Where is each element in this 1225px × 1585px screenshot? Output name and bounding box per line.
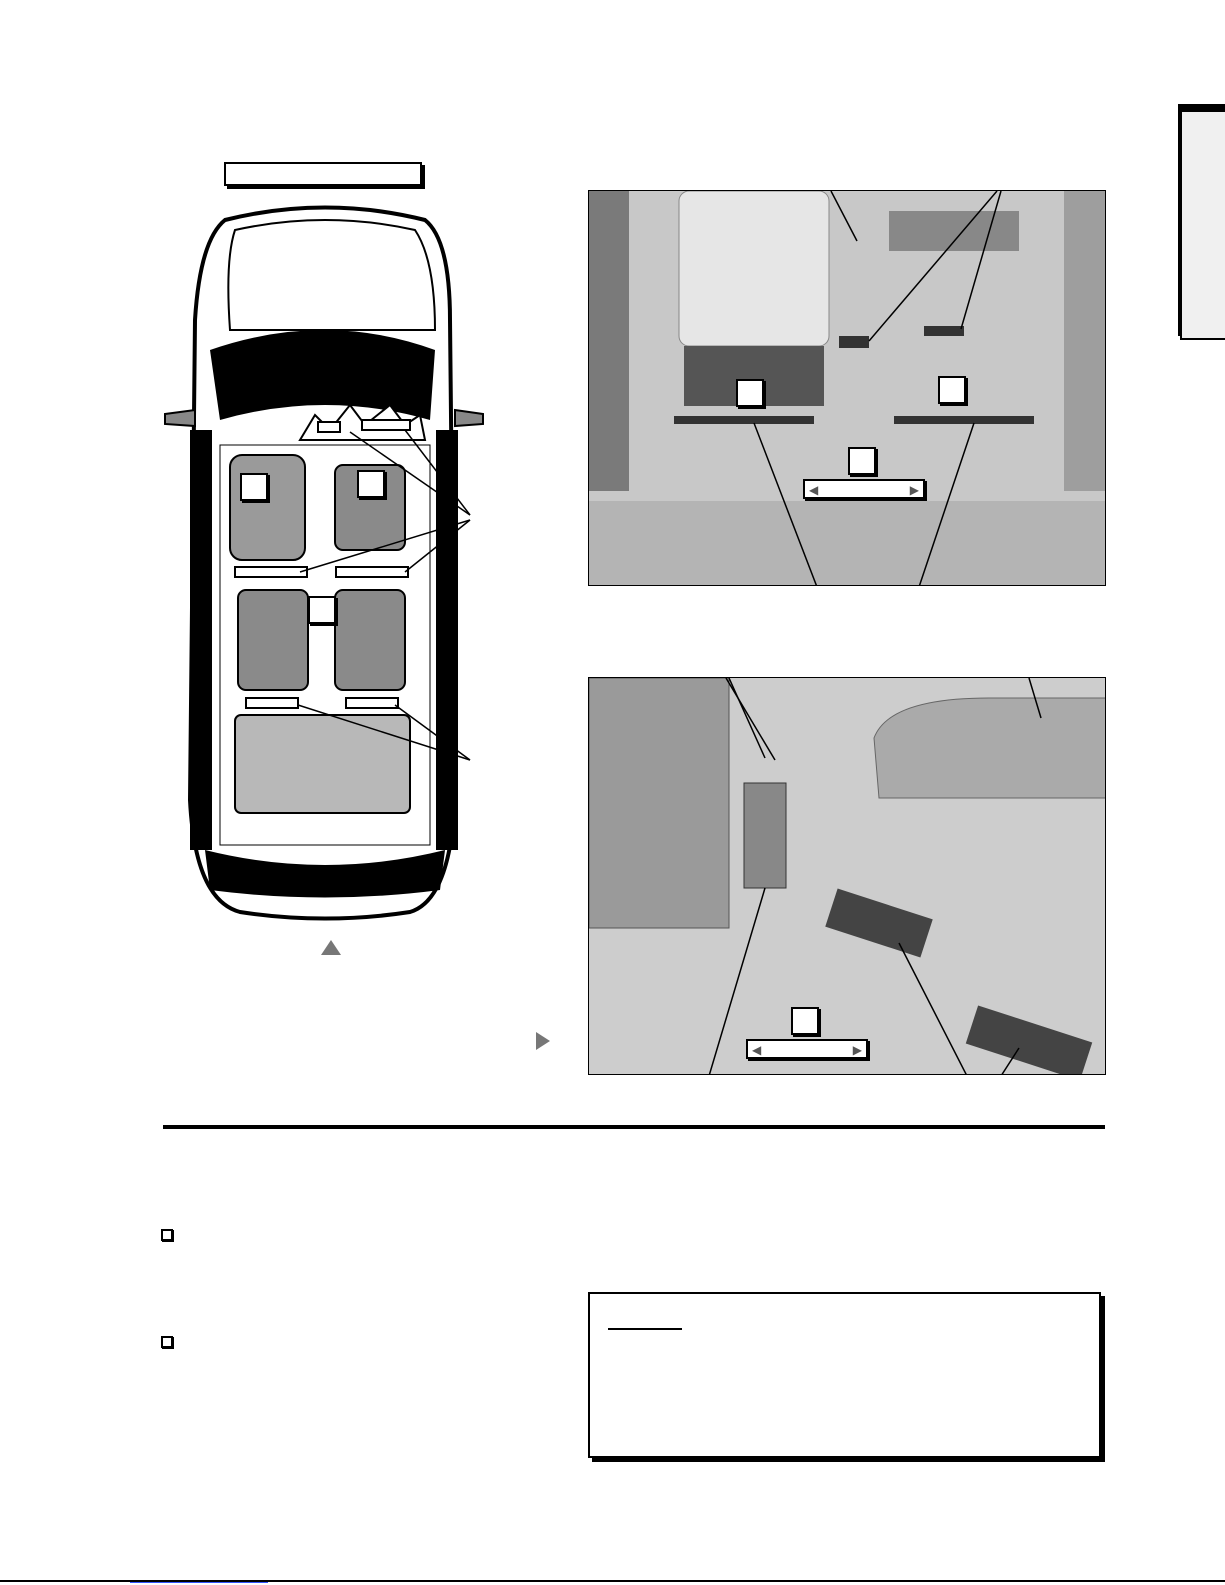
driver-seat xyxy=(230,455,305,560)
ramp-plate xyxy=(589,678,729,928)
track-rear-right xyxy=(346,698,398,708)
photo-interior-front-illustration xyxy=(589,191,1106,586)
door-frame xyxy=(589,191,629,491)
side-direction-arrow-icon xyxy=(536,1032,550,1050)
photo-interior-rear xyxy=(588,677,1106,1075)
front-seat xyxy=(679,191,829,346)
van-top-view-diagram xyxy=(150,200,500,930)
control-box xyxy=(744,783,786,888)
photo-bottom-direction-bar xyxy=(746,1039,868,1059)
diagram-callout-1 xyxy=(240,473,268,501)
photo-top-callout-1 xyxy=(736,379,764,407)
ramp-wall xyxy=(1064,191,1106,491)
track-mid-left xyxy=(235,567,307,577)
track-rear-left xyxy=(246,698,298,708)
diagram-callout-2 xyxy=(357,470,385,498)
track-dash-right xyxy=(362,420,410,430)
checkbox-1[interactable] xyxy=(161,1229,173,1241)
arrow-right-icon: ▶ xyxy=(909,483,919,497)
left-side-windows xyxy=(190,430,212,850)
photo-interior-front xyxy=(588,190,1106,586)
photo-bottom-callout-1 xyxy=(791,1007,819,1035)
note-box xyxy=(588,1292,1101,1458)
floor-anchor-left xyxy=(839,336,869,348)
diagram-title-box xyxy=(224,162,422,186)
floor-track-left xyxy=(674,416,814,424)
wheelchair-mid-left xyxy=(238,590,308,690)
arrow-left-icon: ◀ xyxy=(752,1043,762,1057)
rear-floor xyxy=(589,501,1106,586)
footer-link-underline[interactable] xyxy=(130,1582,268,1583)
wheelchair-mid-right xyxy=(335,590,405,690)
dashboard xyxy=(889,211,1019,251)
floor-track-right xyxy=(894,416,1034,424)
arrow-right-icon: ▶ xyxy=(852,1043,862,1057)
front-direction-arrow-icon xyxy=(321,940,341,955)
arrow-left-icon: ◀ xyxy=(809,483,819,497)
left-mirror xyxy=(165,410,195,426)
diagram-callout-3 xyxy=(308,596,336,624)
section-divider xyxy=(163,1125,1105,1129)
track-mid-right xyxy=(336,567,408,577)
photo-top-callout-3 xyxy=(848,447,876,475)
note-title-underline xyxy=(608,1328,682,1330)
track-dash-left xyxy=(318,422,340,432)
checkbox-2[interactable] xyxy=(161,1336,173,1348)
photo-top-callout-2 xyxy=(938,376,966,404)
photo-top-direction-bar xyxy=(803,479,925,499)
rear-bench xyxy=(874,698,1106,798)
right-mirror xyxy=(455,410,483,426)
photo-interior-rear-illustration xyxy=(589,678,1106,1075)
rear-bench-seat xyxy=(235,715,410,813)
hood xyxy=(228,220,435,330)
floor-anchor-right xyxy=(924,326,964,336)
section-tab[interactable] xyxy=(1180,110,1225,340)
